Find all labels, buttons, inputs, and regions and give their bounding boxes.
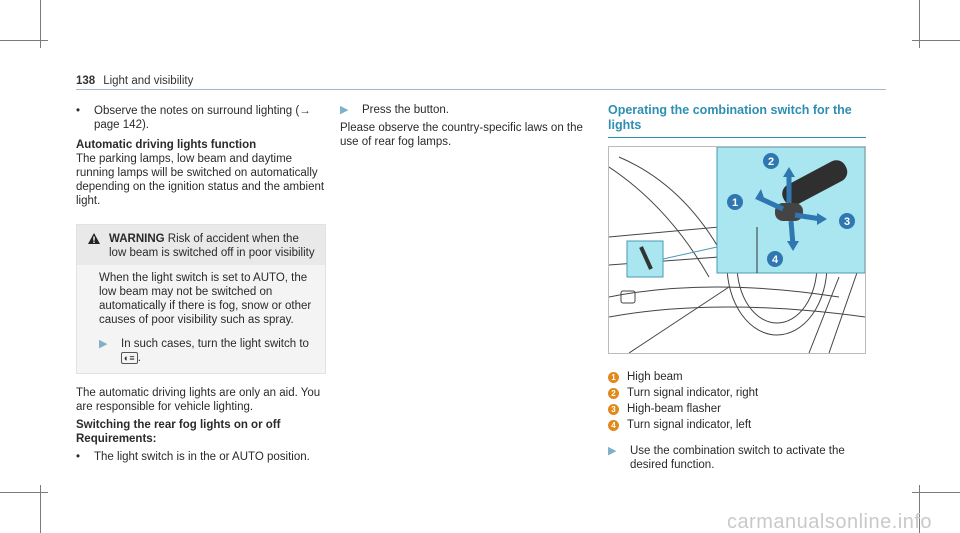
legend-label: Turn signal indicator, right <box>627 387 759 399</box>
fog-law-text: Please observe the country-specific laws on the use of rear fog lamps. <box>340 122 583 148</box>
svg-text:2: 2 <box>767 156 775 168</box>
warning-label: WARNING <box>109 233 165 245</box>
legend-item <box>608 370 866 384</box>
svg-text:3: 3 <box>843 216 851 228</box>
legend-label: High beam <box>627 371 683 383</box>
aid-text: The automatic driving lights are only an aid. You are responsible for vehicle lighting. <box>76 387 321 413</box>
crop-mark <box>0 492 48 493</box>
warning-text: When the light switch is set to AUTO, the low beam may not be switched on automatically if there is fog, snow or other causes of poor visibility such as spray. <box>99 272 312 326</box>
switch-step <box>608 444 866 472</box>
page-number: 138 <box>76 75 96 87</box>
column-left <box>76 100 326 464</box>
crop-mark <box>0 40 48 41</box>
switch-step-text: Use the combination switch to activate the desired function. <box>630 445 845 471</box>
step-arrow-icon: ▶ <box>608 445 617 457</box>
list-item: • Observe the notes on surround lighting (→ page 142). <box>76 104 326 132</box>
watermark: carmanualsonline.info <box>726 511 932 533</box>
svg-text:1: 1 <box>731 197 739 209</box>
list-item: • The light switch is in the or AUTO position. <box>76 451 310 463</box>
crop-mark <box>912 492 960 493</box>
warning-step: ▶ In such cases, turn the light switch to ◐≡ . <box>99 338 309 364</box>
combination-switch-figure <box>608 146 866 354</box>
fog-step-text: Press the button. <box>362 104 449 116</box>
warning-heading: Risk of accident when the low beam is switched off in poor visibility <box>109 233 315 259</box>
callout-number: 1 <box>608 372 619 383</box>
legend-label: Turn signal indicator, left <box>627 419 752 431</box>
legend-item <box>608 418 866 432</box>
callout-number: 3 <box>608 404 619 415</box>
section-divider <box>608 137 866 138</box>
section-name: Light and visibility <box>103 75 194 87</box>
legend-item <box>608 402 866 416</box>
requirement-text: The light switch is in the or AUTO position. <box>94 451 310 463</box>
fog-step <box>340 103 592 117</box>
svg-text:4: 4 <box>771 254 779 266</box>
auto-lights-heading: Automatic driving lights function <box>76 139 257 151</box>
section-title: Operating the combination switch for the lights <box>608 103 852 132</box>
figure-legend <box>608 370 866 432</box>
column-middle <box>340 103 592 149</box>
step-arrow-icon: ▶ <box>99 338 108 350</box>
warning-box <box>76 224 326 374</box>
callout-number: 2 <box>608 388 619 399</box>
requirements-heading: Requirements: <box>76 433 157 445</box>
legend-item <box>608 386 866 400</box>
surround-lighting-note: Observe the notes on surround lighting (→ page 142). <box>94 105 311 131</box>
header-divider <box>76 89 886 90</box>
legend-label: High-beam flasher <box>627 403 721 415</box>
low-beam-icon: ◐≡ <box>121 352 138 364</box>
column-right <box>608 103 866 472</box>
auto-lights-text: The parking lamps, low beam and daytime running lamps will be switched on automatically depending on the ignition status and the ambient light. <box>76 153 325 207</box>
crop-mark <box>912 40 960 41</box>
warning-header <box>77 225 325 265</box>
fog-heading: Switching the rear fog lights on or off <box>76 419 281 431</box>
page-header <box>76 74 193 88</box>
warning-triangle-icon <box>87 232 101 260</box>
callout-number: 4 <box>608 420 619 431</box>
warning-step-text: In such cases, turn the light switch to <box>121 338 309 350</box>
step-arrow-icon: ▶ <box>340 104 349 116</box>
